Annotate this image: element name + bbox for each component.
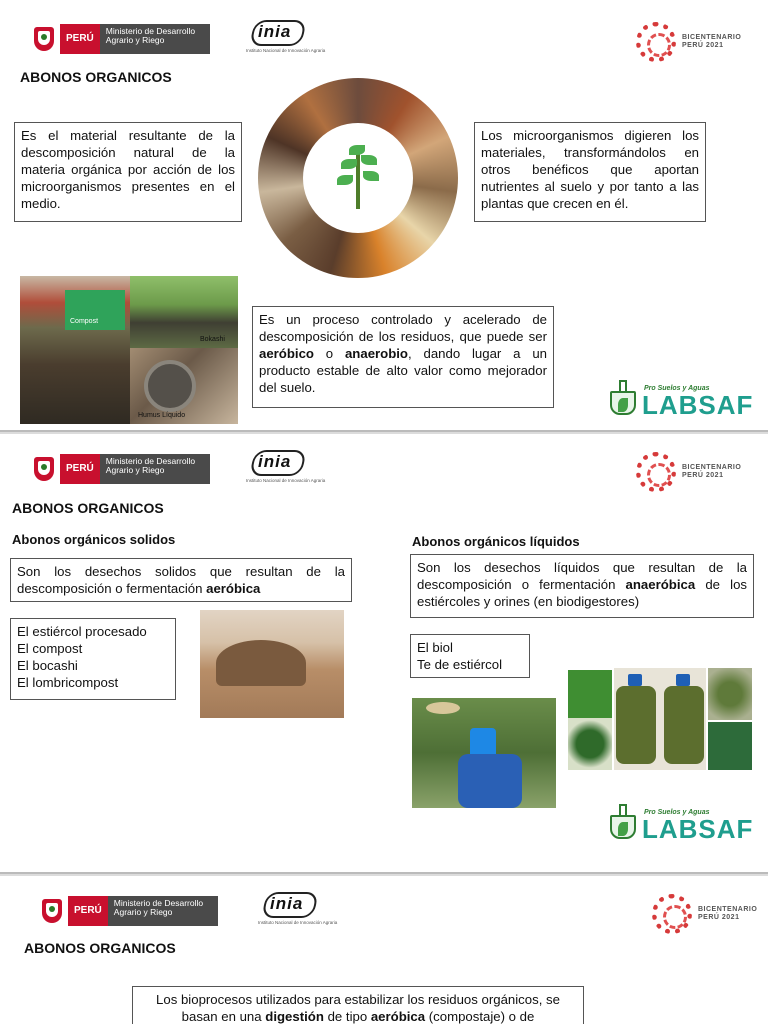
bicentenario-label: BICENTENARIO [698,906,758,913]
slide-1 [0,0,768,432]
aerobic-term: aeróbica [370,1009,426,1024]
solid-list-item: El compost [17,641,83,656]
compost-photo-label: Compost [70,318,99,325]
peru-crest-icon [32,455,56,483]
inia-label: inia [258,452,292,471]
inia-label: inia [258,22,292,41]
slide-title: ABONOS ORGANICOS [20,69,172,85]
labsaf-tagline: Pro Suelos y Aguas [644,385,710,392]
liquid-humus-photo-label: Humus Líquido [138,412,186,419]
flask-icon [608,802,638,842]
bicentenario-logo [636,22,741,62]
liquid-humus-photo [130,348,238,424]
solid-list-item: El lombricompost [17,675,119,690]
labsaf-logo [608,378,753,418]
flask-icon [608,378,638,418]
biol-preparation-photo [412,698,556,808]
definition-box: Es el material resultante de la descomposición natural de la materia orgánica por acción de los microorganismos presentes en el medio. [14,122,242,222]
process-text-or: o [313,346,345,361]
slide-title: ABONOS ORGANICOS [24,940,176,956]
ministry-logo [32,22,210,56]
leaves-photo [568,670,612,718]
solid-list-box [10,618,176,700]
bicentenario-sub-label: PERÚ 2021 [682,42,724,49]
bioprocess-text-end: (compostaje) o de [425,1009,535,1024]
liquid-list-item: Te de estiércol [417,657,503,672]
bicentenario-label: BICENTENARIO [682,34,742,41]
bicentenario-sub-label: PERÚ 2021 [682,472,724,479]
anaerobic-term: anaeróbica [625,577,696,592]
process-box [252,306,554,408]
bicentenario-ring-icon [652,894,692,934]
bicentenario-logo [636,452,741,492]
bokashi-photo-label: Bokashi [200,336,225,343]
liquid-definition-end: de los estiércoles y orines (en biodigestores) [417,577,747,609]
inia-logo [246,20,328,60]
anaerobic-term: anaerobio [344,346,408,361]
liquid-list-item: El biol [417,640,453,655]
leaf-mash-photo [568,718,612,770]
labsaf-tagline: Pro Suelos y Aguas [644,809,710,816]
ministry-label: Ministerio de Desarrollo Agrario y Riego [108,896,218,926]
process-text: Es un proceso controlado y acelerado de descomposición de los residuos, que puede ser [259,312,547,344]
inia-label: inia [270,894,304,913]
sieve-photo [708,668,752,720]
solid-definition-box [10,558,352,602]
bioprocess-text-mid: de tipo [323,1009,371,1024]
liquid-definition-box [410,554,754,618]
green-liquid-photo [708,722,752,770]
solid-definition-text: Son los desechos solidos que resultan de la descomposición o fermentación [17,564,345,596]
slide-2 [0,434,768,874]
ministry-logo [40,894,218,928]
liquid-heading: Abonos orgánicos líquidos [412,534,580,549]
digestion-term: digestión [265,1009,324,1024]
bicentenario-sub-label: PERÚ 2021 [698,914,740,921]
solid-list-item: El bocashi [17,658,78,673]
peru-label: PERÚ [60,24,100,54]
bicentenario-ring-icon [636,452,676,492]
compost-wreath-image [258,78,458,278]
slide-3 [0,876,768,1024]
biol-bottles-photo [614,668,706,770]
aerobic-term: aeróbico [259,346,314,361]
inia-logo [258,892,340,932]
solid-heading: Abonos orgánicos solidos [12,532,176,547]
process-text-end: , dando lugar a un producto estable de alto valor como mejorador del suelo. [259,346,547,395]
bicentenario-ring-icon [636,22,676,62]
bicentenario-label: BICENTENARIO [682,464,742,471]
manure-pile-photo [200,610,344,718]
inia-logo [246,450,328,490]
ministry-label: Ministerio de Desarrollo Agrario y Riego [100,454,210,484]
solid-list-item: El estiércol procesado [17,624,147,639]
inia-sub-label: Instituto Nacional de Innovación Agraria [258,920,338,925]
ministry-label: Ministerio de Desarrollo Agrario y Riego [100,24,210,54]
peru-crest-icon [40,897,64,925]
slide-title: ABONOS ORGANICOS [12,500,164,516]
labsaf-name: LABSAF [642,814,754,844]
inia-sub-label: Instituto Nacional de Innovación Agraria [246,48,326,53]
inia-sub-label: Instituto Nacional de Innovación Agraria [246,478,326,483]
ministry-logo [32,452,210,486]
bioprocess-box [132,986,584,1024]
aerobic-term: aeróbica [206,581,261,596]
peru-label: PERÚ [60,454,100,484]
peru-label: PERÚ [68,896,108,926]
liquid-list-box [410,634,530,678]
liquid-definition-text: Son los desechos líquidos que resultan de la descomposición o fermentación [417,560,747,592]
labsaf-logo [608,802,753,842]
bioprocess-text: Los bioprocesos utilizados para estabilizar los residuos orgánicos, se basan en una [156,992,560,1024]
peru-crest-icon [32,25,56,53]
bicentenario-logo [652,894,757,934]
bokashi-photo [130,276,238,348]
microorganisms-box: Los microorganismos digieren los materiales, transformándolos en otros benéficos que aportan nutrientes al suelo y por tanto a las plantas que crecen en él. [474,122,706,222]
compost-pile-photo [20,276,130,424]
labsaf-name: LABSAF [642,390,754,420]
